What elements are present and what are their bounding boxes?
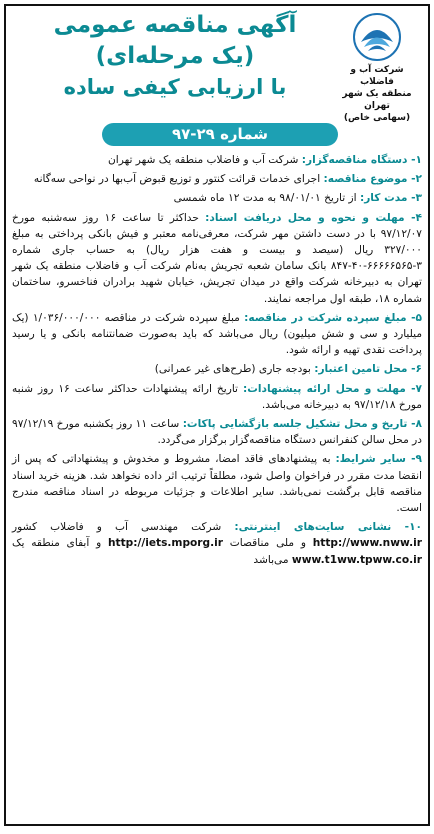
notice-number-badge: شماره ۲۹-۹۷ <box>102 123 338 146</box>
item-9 <box>12 451 422 516</box>
item-2-label: ۲- موضوع مناقصه: <box>323 173 422 186</box>
item-10-tail-suffix: می‌باشد <box>253 553 292 566</box>
item-3-label: ۳- مدت کار: <box>359 192 422 205</box>
item-4-text: حداکثر تا ساعت ۱۶ روز سه‌شنبه مورخ ۹۷/۱۲/۰۷ با در دست داشتن مهر شرکت، معرفی‌نامه معتبر و فیش بانکی پرداختی به مبلغ ۳۲۷/۰۰۰ ریال (سیصد و بیست و هفت هزار ریال) به حساب جاری شماره ۳-۶۶۶۶۶۵۶۵-۴۰-۸۴۷ بانک سامان شعبه تجریش به‌نام شرکت آب و فاضلاب منطقه یک شهر تهران به دبیرخانه شرکت واقع در میدان تجریش، خیابان شهید برادران فناخسرو، ساختمان شماره ۱۸، طبقه اول مراجعه نمایند. <box>12 211 422 305</box>
title-line1: آگهی مناقصه عمومی <box>53 12 297 38</box>
item-5-label: ۵- مبلغ سپرده شرکت در مناقصه: <box>244 311 423 324</box>
water-drop-logo-icon <box>352 12 402 62</box>
nww-link[interactable]: http://www.nww.ir <box>312 537 422 550</box>
item-2 <box>12 171 422 187</box>
item-5 <box>12 310 422 359</box>
item-6-text: بودجه جاری (طرح‌های غیر عمرانی) <box>154 363 315 376</box>
item-10-mid-text: و ملی مناقصات <box>223 537 313 550</box>
item-2-text: اجرای خدمات قرائت کنتور و توزیع قبوض آب‌بها در نواحی سه‌گانه <box>33 173 324 186</box>
company-logo <box>334 12 420 124</box>
item-9-text: به پیشنهادهای فاقد امضا، مشروط و مخدوش و پیشنهاداتی که پس از انقضا مدت مقرر در فراخوان واصل شود، مطلقاً ترتیب اثر داده نخواهد شد. هزینه خرید اسناد مناقصه قابل برگشت نمی‌باشد. سایر اطلاعات و جزئیات مربوطه در اسناد مناقصه مندرج است. <box>12 453 422 515</box>
company-name <box>334 64 420 124</box>
item-5-text: مبلغ سپرده شرکت در مناقصه ۱/۰۳۶/۰۰۰/۰۰۰ (یک میلیارد و سی و شش میلیون) ریال می‌باشد که باید به‌صورت ضمانتنامه بانکی و یا رسید پرداخت نقدی تهیه و ارائه شود. <box>12 311 422 357</box>
item-6-label: ۶- محل تامین اعتبار: <box>314 363 422 376</box>
notice-header <box>6 6 428 123</box>
company-name-line3: (سهامی خاص) <box>343 113 411 123</box>
company-name-line1: شرکت آب و فاضلاب <box>350 65 404 87</box>
item-7-label: ۷- مهلت و محل ارائه پیشنهادات: <box>243 382 422 395</box>
item-7 <box>12 381 422 413</box>
title-line2: (یک مرحله‌ای) <box>95 43 255 69</box>
item-6 <box>12 361 422 377</box>
notice-body <box>12 152 422 818</box>
item-3-text: از تاریخ ۹۸/۰۱/۰۱ به مدت ۱۲ ماه شمسی <box>173 192 360 205</box>
item-1 <box>12 152 422 168</box>
item-8-label: ۸- تاریخ و محل تشکیل جلسه بازگشایی پاکات: <box>182 418 422 431</box>
item-3 <box>12 190 422 206</box>
item-8-text: ساعت ۱۱ روز یکشنبه مورخ ۹۷/۱۲/۱۹ در محل سالن کنفرانس دستگاه مناقصه‌گزار برگزار می‌گردد. <box>12 418 422 447</box>
t1ww-link[interactable]: www.t1ww.tpww.co.ir <box>291 553 422 566</box>
item-9-label: ۹- سایر شرایط: <box>335 453 422 466</box>
iets-link[interactable]: http://iets.mporg.ir <box>107 537 223 550</box>
notice-title <box>16 10 334 103</box>
item-7-text: تاریخ ارائه پیشنهادات حداکثر ساعت ۱۶ روز شنبه مورخ ۹۷/۱۲/۱۸ به دبیرخانه می‌باشد. <box>12 382 422 411</box>
tender-notice <box>4 4 430 826</box>
item-4 <box>12 210 422 307</box>
title-line3: با ارزیابی کیفی ساده <box>63 75 287 99</box>
item-1-label: ۱- دستگاه مناقصه‌گزار: <box>301 154 422 166</box>
item-10 <box>12 519 422 568</box>
item-1-text: شرکت آب و فاضلاب منطقه یک شهر تهران <box>108 154 302 166</box>
item-10-label: ۱۰- نشانی سایت‌های اینترنتی: <box>234 521 422 534</box>
item-10-tail-prefix: و آبفای منطقه یک <box>12 537 102 550</box>
company-name-line2: منطقه یک شهر تهران <box>342 89 412 111</box>
item-10-text: شرکت مهندسی آب و فاضلاب کشور <box>12 521 235 534</box>
item-8 <box>12 416 422 448</box>
item-4-label: ۴- مهلت و نحوه و محل دریافت اسناد: <box>205 211 422 224</box>
